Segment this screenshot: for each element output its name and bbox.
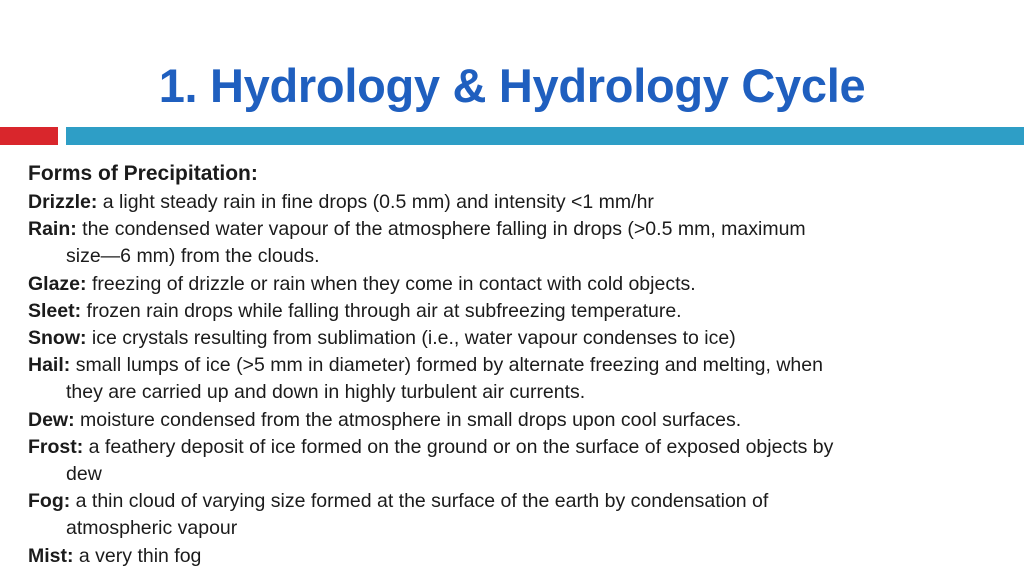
list-item-snow (28, 325, 1008, 352)
term-label: Sleet: (28, 299, 82, 322)
term-label: Dew: (28, 408, 75, 431)
term-definition-continued: atmospheric vapour (66, 517, 238, 540)
term-label: Snow: (28, 327, 87, 350)
term-definition: freezing of drizzle or rain when they come in contact with cold objects. (91, 272, 696, 295)
term-definition: small lumps of ice (>5 mm in diameter) formed by alternate freezing and melting, when (75, 354, 823, 377)
list-item-fog (28, 488, 1008, 542)
list-item-mist (28, 543, 1008, 570)
slide-body (28, 160, 1008, 570)
term-definition-continued: they are carried up and down in highly turbulent air currents. (66, 381, 586, 404)
list-item-drizzle (28, 189, 1008, 216)
term-label: Glaze: (28, 272, 87, 295)
list-item-glaze (28, 271, 1008, 298)
term-label: Frost: (28, 435, 84, 458)
title-underline-red (0, 127, 58, 145)
term-definition: a very thin fog (78, 544, 202, 567)
term-label: Rain: (28, 218, 77, 241)
term-definition: ice crystals resulting from sublimation (i.e., water vapour condenses to ice) (91, 327, 736, 350)
list-item-hail (28, 352, 1008, 406)
term-label: Fog: (28, 490, 71, 513)
term-label: Mist: (28, 544, 74, 567)
list-item-sleet (28, 298, 1008, 325)
term-definition: a light steady rain in fine drops (0.5 mm) and intensity <1 mm/hr (102, 191, 654, 213)
term-definition: a feathery deposit of ice formed on the ground or on the surface of exposed objects by (88, 435, 834, 458)
term-label: Hail: (28, 354, 71, 377)
term-definition: moisture condensed from the atmosphere in small drops upon cool surfaces. (80, 408, 742, 431)
term-label: Drizzle: (28, 191, 98, 213)
term-definition-continued: dew (66, 463, 102, 486)
list-item-rain (28, 216, 1008, 270)
section-heading: Forms of Precipitation: (28, 162, 258, 185)
slide-title: 1. Hydrology & Hydrology Cycle (158, 59, 866, 112)
term-definition: a thin cloud of varying size formed at the surface of the earth by condensation of (75, 490, 769, 513)
title-underline-blue (66, 127, 1024, 145)
term-definition: the condensed water vapour of the atmosphere falling in drops (>0.5 mm, maximum (82, 218, 806, 241)
term-definition: frozen rain drops while falling through air at subfreezing temperature. (86, 299, 682, 322)
term-definition-continued: size—6 mm) from the clouds. (66, 245, 320, 268)
list-item-dew (28, 407, 1008, 434)
list-item-frost (28, 434, 1008, 488)
